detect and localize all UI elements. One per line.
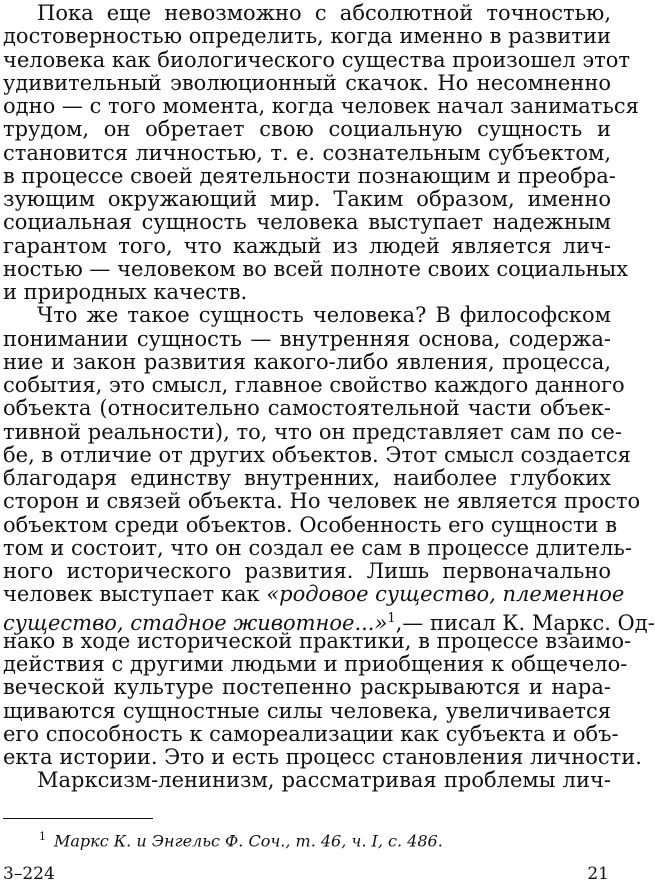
text-line: Пока еще невозможно с абсолютной точностью, <box>37 1 611 25</box>
footnote-divider <box>3 818 153 819</box>
text-line: Марксизм-ленинизм, рассматривая проблемы лич- <box>37 768 611 793</box>
text-line: трудом, он обретает свою социальную сущность и <box>3 117 611 142</box>
text-line: нако в ходе исторической практики, в процессе взаимо- <box>3 628 632 653</box>
text-line: становится личностью, т. е. сознательным субъектом, <box>3 140 611 165</box>
page-number: 21 <box>587 864 609 884</box>
text-line: достоверностью определить, когда именно в развитии <box>3 24 611 49</box>
text-line: зующим окружающий мир. Таким образом, именно <box>3 187 611 211</box>
text-line: человека как биологического существа произошел этот <box>3 47 630 72</box>
quote-fragment: «родовое существо, племенное <box>266 582 625 607</box>
footnote-text: Маркс К. и Энгельс Ф. Соч., т. 46, ч. I, с. 486. <box>54 831 443 851</box>
text-line: щиваются сущностные силы человека, увеличивается <box>3 698 611 723</box>
text-line <box>3 607 655 635</box>
text-line: в процессе своей деятельности познающим и преобра- <box>3 163 616 188</box>
text-line: тивной реальности), то, что он представляет сам по се- <box>3 419 622 444</box>
text-line: его способность к самореализации как субъекта и объ- <box>3 721 619 746</box>
footnote-marker: 1 <box>39 830 46 843</box>
text-line: ние и закон развития какого-либо явления, процесса, <box>3 349 611 374</box>
text-line: ного исторического развития. Лишь первоначально <box>3 559 611 583</box>
text-line: и природных качеств. <box>3 280 248 304</box>
text-line: объекта (относительно самостоятельной части объек- <box>3 396 611 421</box>
text-line: объектом среди объектов. Особенность его сущности в <box>3 512 618 537</box>
text-line: удивительный эволюционный скачок. Но несомненно <box>3 70 611 95</box>
text-line: сторон и связей объекта. Но человек не является просто <box>3 489 641 514</box>
text-line: бе, в отличие от других объектов. Этот смысл создается <box>3 442 631 467</box>
book-page <box>3 0 655 887</box>
text-line: екта истории. Это и есть процесс становления личности. <box>3 745 642 769</box>
text-line: социальная сущность человека выступает надежным <box>3 210 611 235</box>
quote-fragment: существо, стадное животное...» <box>3 610 388 635</box>
text-line: Что же такое сущность человека? В философском <box>37 303 611 328</box>
text-line: том и состоит, что он создал ее сам в процессе длитель- <box>3 535 632 560</box>
footnote <box>39 827 443 851</box>
text-line: события, это смысл, главное свойство каждого данного <box>3 373 625 397</box>
text-line: гарантом того, что каждый из людей является лич- <box>3 233 611 258</box>
footnote-ref: 1 <box>387 610 396 626</box>
text-line: понимании сущность — внутренняя основа, содержа- <box>3 326 611 351</box>
main-text <box>3 1 655 793</box>
text-line: благодаря единству внутренних, наиболее глубоких <box>3 466 611 490</box>
text-line <box>3 582 625 607</box>
printer-signature: 3–224 <box>3 864 55 884</box>
text-line: ностью — человеком во всей полноте своих социальных <box>3 256 629 281</box>
text-fragment: человек выступает как <box>3 582 260 607</box>
text-line: веческой культуре постепенно раскрываются и нара- <box>3 675 611 700</box>
text-line: одно — с того момента, когда человек начал заниматься <box>3 94 639 118</box>
text-line: действия с другими людьми и приобщения к общечело- <box>3 652 628 676</box>
text-fragment: ,— писал К. Маркс. Од- <box>395 610 655 635</box>
